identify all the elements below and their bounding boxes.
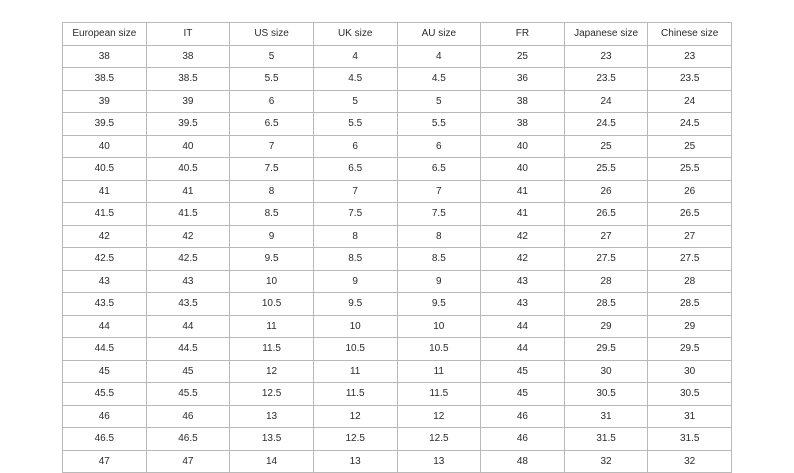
table-cell: 6.5 [230, 113, 314, 136]
table-row [63, 135, 732, 158]
table-cell: 28.5 [564, 293, 648, 316]
table-cell: 42.5 [146, 248, 230, 271]
table-cell: 41.5 [146, 203, 230, 226]
table-cell: 30.5 [564, 383, 648, 406]
table-cell: 6.5 [397, 158, 481, 181]
table-cell: 43 [481, 270, 565, 293]
table-cell: 6 [230, 90, 314, 113]
table-cell: 30 [648, 360, 732, 383]
table-cell: 45.5 [146, 383, 230, 406]
table-cell: 46 [63, 405, 147, 428]
column-header: US size [230, 23, 314, 46]
table-cell: 9 [313, 270, 397, 293]
table-cell: 24 [648, 90, 732, 113]
table-cell: 31 [648, 405, 732, 428]
table-cell: 25 [648, 135, 732, 158]
column-header: FR [481, 23, 565, 46]
table-row [63, 225, 732, 248]
table-cell: 43.5 [146, 293, 230, 316]
table-cell: 4 [313, 45, 397, 68]
table-cell: 44 [63, 315, 147, 338]
table-cell: 36 [481, 68, 565, 91]
table-cell: 43 [63, 270, 147, 293]
table-cell: 4.5 [313, 68, 397, 91]
shoe-size-conversion-table [62, 22, 732, 473]
table-cell: 44 [146, 315, 230, 338]
table-cell: 13 [397, 450, 481, 473]
table-cell: 40 [481, 135, 565, 158]
table-cell: 29 [564, 315, 648, 338]
table-cell: 12.5 [230, 383, 314, 406]
table-cell: 42 [481, 225, 565, 248]
table-cell: 13 [313, 450, 397, 473]
table-cell: 45 [481, 360, 565, 383]
table-cell: 10.5 [397, 338, 481, 361]
table-cell: 25 [481, 45, 565, 68]
table-cell: 23 [648, 45, 732, 68]
table-cell: 30.5 [648, 383, 732, 406]
table-row [63, 428, 732, 451]
table-cell: 11 [397, 360, 481, 383]
table-cell: 4.5 [397, 68, 481, 91]
table-cell: 45.5 [63, 383, 147, 406]
table-cell: 32 [564, 450, 648, 473]
table-cell: 25.5 [648, 158, 732, 181]
table-cell: 12 [397, 405, 481, 428]
table-cell: 10.5 [230, 293, 314, 316]
table-row [63, 248, 732, 271]
table-cell: 40 [146, 135, 230, 158]
table-cell: 29 [648, 315, 732, 338]
table-row [63, 270, 732, 293]
table-cell: 39.5 [63, 113, 147, 136]
table-cell: 5.5 [313, 113, 397, 136]
table-cell: 27.5 [648, 248, 732, 271]
table-cell: 45 [481, 383, 565, 406]
table-cell: 43 [481, 293, 565, 316]
table-cell: 28 [648, 270, 732, 293]
table-cell: 10 [230, 270, 314, 293]
table-cell: 43.5 [63, 293, 147, 316]
table-row [63, 158, 732, 181]
table-cell: 8 [313, 225, 397, 248]
table-cell: 7 [397, 180, 481, 203]
table-cell: 47 [63, 450, 147, 473]
table-header-row [63, 23, 732, 46]
table-cell: 6.5 [313, 158, 397, 181]
table-row [63, 450, 732, 473]
table-cell: 26 [648, 180, 732, 203]
table-cell: 46 [481, 405, 565, 428]
table-cell: 14 [230, 450, 314, 473]
table-cell: 7 [313, 180, 397, 203]
table-cell: 42 [146, 225, 230, 248]
table-cell: 39 [146, 90, 230, 113]
table-cell: 43 [146, 270, 230, 293]
table-cell: 29.5 [564, 338, 648, 361]
table-cell: 42.5 [63, 248, 147, 271]
table-cell: 23 [564, 45, 648, 68]
table-cell: 10.5 [313, 338, 397, 361]
table-cell: 45 [63, 360, 147, 383]
column-header: European size [63, 23, 147, 46]
table-cell: 38 [481, 113, 565, 136]
table-cell: 28.5 [648, 293, 732, 316]
table-cell: 11.5 [397, 383, 481, 406]
table-cell: 46.5 [146, 428, 230, 451]
table-cell: 29.5 [648, 338, 732, 361]
table-cell: 5 [397, 90, 481, 113]
table-cell: 28 [564, 270, 648, 293]
table-cell: 38.5 [146, 68, 230, 91]
table-cell: 8.5 [397, 248, 481, 271]
table-cell: 8.5 [313, 248, 397, 271]
column-header: IT [146, 23, 230, 46]
table-cell: 26 [564, 180, 648, 203]
table-cell: 42 [63, 225, 147, 248]
table-cell: 40.5 [63, 158, 147, 181]
table-cell: 6 [313, 135, 397, 158]
table-cell: 11.5 [313, 383, 397, 406]
table-cell: 40.5 [146, 158, 230, 181]
table-cell: 9.5 [313, 293, 397, 316]
table-cell: 41.5 [63, 203, 147, 226]
table-row [63, 338, 732, 361]
table-cell: 48 [481, 450, 565, 473]
table-cell: 38.5 [63, 68, 147, 91]
table-cell: 42 [481, 248, 565, 271]
table-cell: 7 [230, 135, 314, 158]
table-row [63, 180, 732, 203]
column-header: AU size [397, 23, 481, 46]
table-cell: 24 [564, 90, 648, 113]
column-header: Chinese size [648, 23, 732, 46]
table-cell: 25 [564, 135, 648, 158]
table-row [63, 68, 732, 91]
table-cell: 5 [230, 45, 314, 68]
table-cell: 11 [313, 360, 397, 383]
table-cell: 9 [397, 270, 481, 293]
table-cell: 40 [63, 135, 147, 158]
table-cell: 8.5 [230, 203, 314, 226]
table-row [63, 383, 732, 406]
table-cell: 10 [397, 315, 481, 338]
table-cell: 7.5 [397, 203, 481, 226]
table-cell: 13.5 [230, 428, 314, 451]
table-cell: 23.5 [564, 68, 648, 91]
table-cell: 24.5 [648, 113, 732, 136]
table-cell: 5.5 [230, 68, 314, 91]
table-cell: 8 [397, 225, 481, 248]
table-cell: 39 [63, 90, 147, 113]
table-cell: 11 [230, 315, 314, 338]
column-header: Japanese size [564, 23, 648, 46]
table-cell: 12.5 [397, 428, 481, 451]
table-row [63, 360, 732, 383]
table-cell: 5.5 [397, 113, 481, 136]
table-cell: 41 [481, 203, 565, 226]
table-cell: 32 [648, 450, 732, 473]
table-cell: 26.5 [564, 203, 648, 226]
table-cell: 44.5 [63, 338, 147, 361]
table-cell: 9 [230, 225, 314, 248]
table-cell: 23.5 [648, 68, 732, 91]
table-row [63, 315, 732, 338]
table-cell: 40 [481, 158, 565, 181]
table-cell: 46 [146, 405, 230, 428]
table-cell: 8 [230, 180, 314, 203]
table-cell: 41 [481, 180, 565, 203]
table-cell: 41 [146, 180, 230, 203]
table-cell: 9.5 [230, 248, 314, 271]
column-header: UK size [313, 23, 397, 46]
table-cell: 27.5 [564, 248, 648, 271]
table-cell: 26.5 [648, 203, 732, 226]
table-row [63, 405, 732, 428]
table-cell: 30 [564, 360, 648, 383]
table-cell: 38 [63, 45, 147, 68]
table-cell: 7.5 [313, 203, 397, 226]
table-cell: 12 [313, 405, 397, 428]
table-cell: 44 [481, 315, 565, 338]
table-cell: 9.5 [397, 293, 481, 316]
table-cell: 39.5 [146, 113, 230, 136]
table-cell: 25.5 [564, 158, 648, 181]
table-header [63, 23, 732, 46]
table-cell: 12 [230, 360, 314, 383]
table-body [63, 45, 732, 473]
table-cell: 6 [397, 135, 481, 158]
table-cell: 5 [313, 90, 397, 113]
table-row [63, 293, 732, 316]
table-row [63, 45, 732, 68]
table-cell: 24.5 [564, 113, 648, 136]
table-cell: 46 [481, 428, 565, 451]
table-cell: 44 [481, 338, 565, 361]
table-cell: 46.5 [63, 428, 147, 451]
table-cell: 31 [564, 405, 648, 428]
table-row [63, 113, 732, 136]
table-cell: 27 [648, 225, 732, 248]
table-row [63, 90, 732, 113]
table-cell: 38 [146, 45, 230, 68]
table-cell: 4 [397, 45, 481, 68]
table-cell: 41 [63, 180, 147, 203]
table-cell: 27 [564, 225, 648, 248]
table-cell: 13 [230, 405, 314, 428]
table-cell: 45 [146, 360, 230, 383]
table-cell: 7.5 [230, 158, 314, 181]
table-cell: 11.5 [230, 338, 314, 361]
table-cell: 38 [481, 90, 565, 113]
table-row [63, 203, 732, 226]
table-cell: 31.5 [648, 428, 732, 451]
table-cell: 10 [313, 315, 397, 338]
table-cell: 31.5 [564, 428, 648, 451]
table-cell: 44.5 [146, 338, 230, 361]
table-cell: 12.5 [313, 428, 397, 451]
table-cell: 47 [146, 450, 230, 473]
